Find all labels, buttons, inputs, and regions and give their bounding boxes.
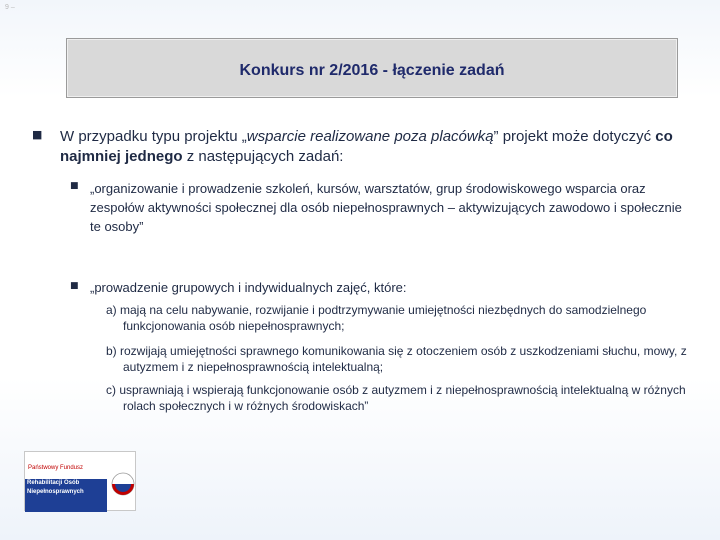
intro-pre: W przypadku typu projektu „ [60,128,247,145]
bullet-icon: ■ [70,281,79,291]
slide-title: Konkurs nr 2/2016 - łączenie zadań [239,62,505,79]
bullet-icon: ■ [70,181,79,191]
intro-post: z następujących zadań: [182,148,344,165]
slide-number: 9 ‒ [5,4,15,11]
task-2: „prowadzenie grupowych i indywidualnych zajęć, które: [90,280,407,295]
logo-line-2: Niepełnosprawnych [27,489,84,495]
logo-emblem-icon [111,472,135,496]
title-box [66,38,678,98]
intro-mid: ” projekt może dotyczyć [493,128,656,145]
sub-item-a: a) mają na celu nabywanie, rozwijanie i podtrzymywanie umiejętności niezbędnych do samodzielnego funkcjonowania osób niepełnosprawnych; [106,303,647,333]
intro-paragraph [60,127,700,167]
intro-italic: wsparcie realizowane poza placówką [246,128,494,145]
pfron-logo [24,451,136,511]
bullet-icon: ■ [32,128,43,141]
logo-top-line: Państwowy Fundusz [28,465,84,471]
task-1: „organizowanie i prowadzenie szkoleń, kursów, warsztatów, grup środowiskowego wsparcia oraz zespołów aktywności społecznej dla osób niepełnosprawnych – aktywizujących zawodowo i społecznie te osoby” [90,181,682,234]
logo-band [25,479,107,512]
intro-bold: co najmniej jednego [60,128,673,165]
sub-item-b: b) rozwijają umiejętności sprawnego komunikowania się z otoczeniem osób z uszkodzeniami słuchu, mowy, z autyzmem i z niepełnosprawnością intelektualną; [106,344,687,374]
logo-line-1: Rehabilitacji Osób [27,480,80,486]
sub-item-c: c) usprawniają i wspierają funkcjonowanie osób z autyzmem i z niepełnosprawnością intelektualną w różnych rolach społecznych i w różnych środowiskach” [106,383,686,413]
